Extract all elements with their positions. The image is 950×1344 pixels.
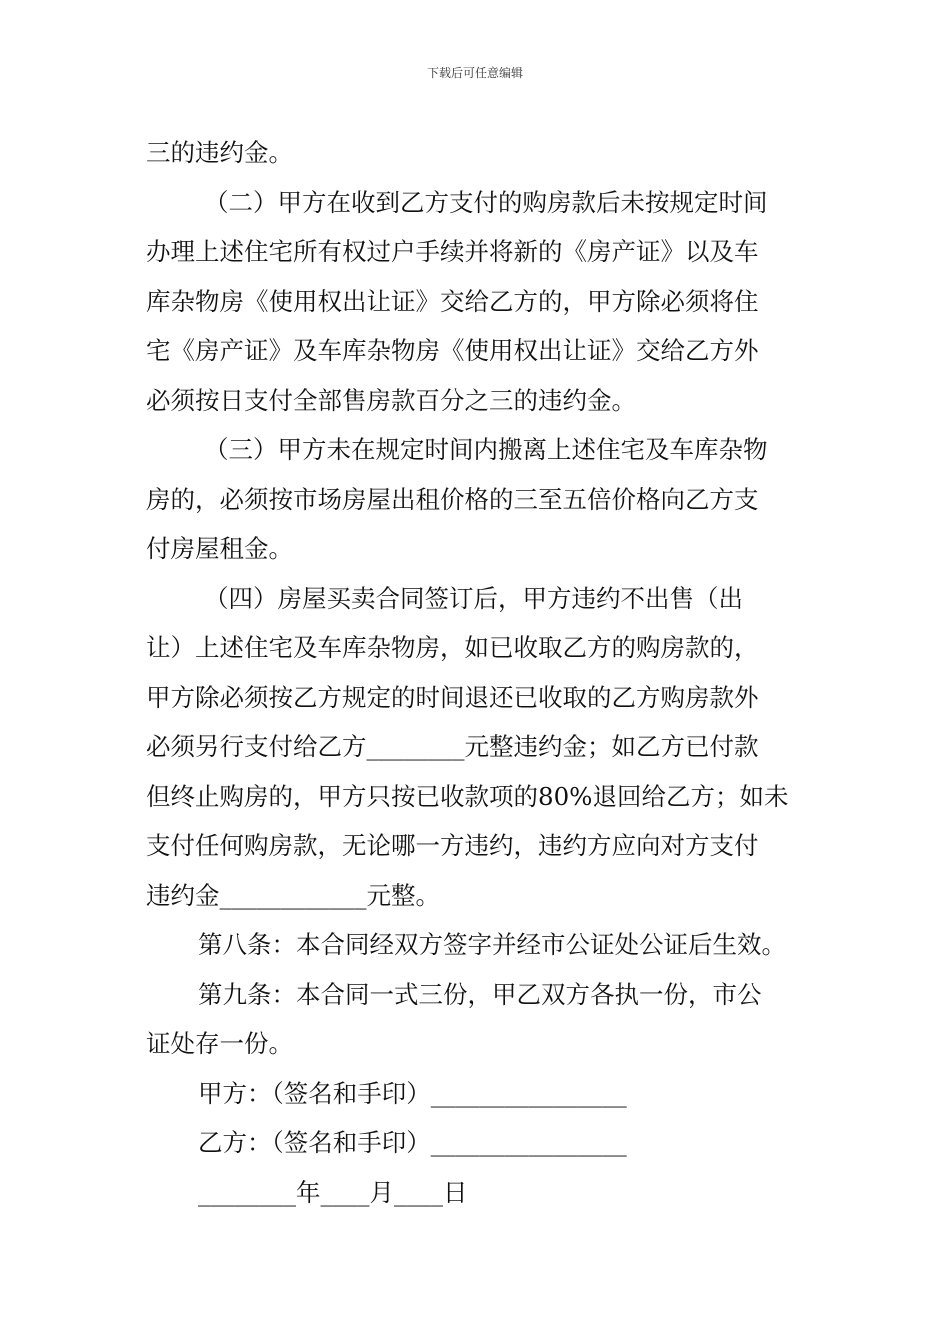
paragraph-article-8: [146, 920, 808, 970]
text-line: 第八条：本合同经双方签字并经市公证处公证后生效。: [198, 930, 786, 959]
text-line: 宅《房产证》及车库杂物房《使用权出让证》交给乙方外: [146, 336, 759, 365]
paragraph-clause-2: [146, 178, 808, 426]
text-line: 甲方除必须按乙方规定的时间退还已收取的乙方购房款外: [146, 682, 759, 712]
text-line: 但终止购房的，甲方只按已收款项的80%退回给乙方；如未: [146, 781, 789, 811]
text-line: （四）房屋买卖合同签订后，甲方违约不出售（出: [204, 583, 743, 613]
text-line: 证处存一份。: [146, 1029, 293, 1058]
text-line: ________年____月____日: [198, 1177, 468, 1207]
paragraph-article-9: [146, 970, 808, 1069]
text-line: 必须按日支付全部售房款百分之三的违约金。: [146, 385, 636, 415]
text-line: 让）上述住宅及车库杂物房，如已收取乙方的购房款的，: [146, 633, 759, 662]
text-line: 第九条：本合同一式三份，甲乙双方各执一份，市公: [198, 979, 762, 1009]
text-line: 支付任何购房款，无论哪一方违约，违约方应向对方支付: [146, 831, 759, 860]
paragraph-penalty-tail: [146, 128, 808, 178]
text-line: （二）甲方在收到乙方支付的购房款后未按规定时间: [204, 187, 768, 217]
text-line: 库杂物房《使用权出让证》交给乙方的，甲方除必须将住: [146, 286, 759, 316]
text-line: 甲方：（签名和手印）________________: [198, 1078, 627, 1108]
signature-date: [146, 1168, 808, 1218]
text-line: 乙方：（签名和手印）________________: [198, 1128, 627, 1157]
text-line: 付房屋租金。: [146, 534, 293, 563]
paragraph-clause-3: [146, 425, 808, 574]
paragraph-clause-4: [146, 574, 808, 921]
signature-party-a: [146, 1069, 808, 1119]
text-line: 三的违约金。: [146, 138, 293, 167]
text-line: （三）甲方未在规定时间内搬离上述住宅及车库杂物: [204, 435, 768, 464]
text-line: 房的，必须按市场房屋出租价格的三至五倍价格向乙方支: [146, 484, 759, 514]
text-line: 违约金____________元整。: [146, 880, 440, 910]
page-header: 下载后可任意编辑: [426, 66, 523, 80]
text-line: 必须另行支付给乙方________元整违约金；如乙方已付款: [146, 732, 759, 761]
signature-party-b: [146, 1118, 808, 1168]
contract-body: [146, 128, 808, 1217]
text-line: 办理上述住宅所有权过户手续并将新的《房产证》以及车: [146, 237, 759, 266]
